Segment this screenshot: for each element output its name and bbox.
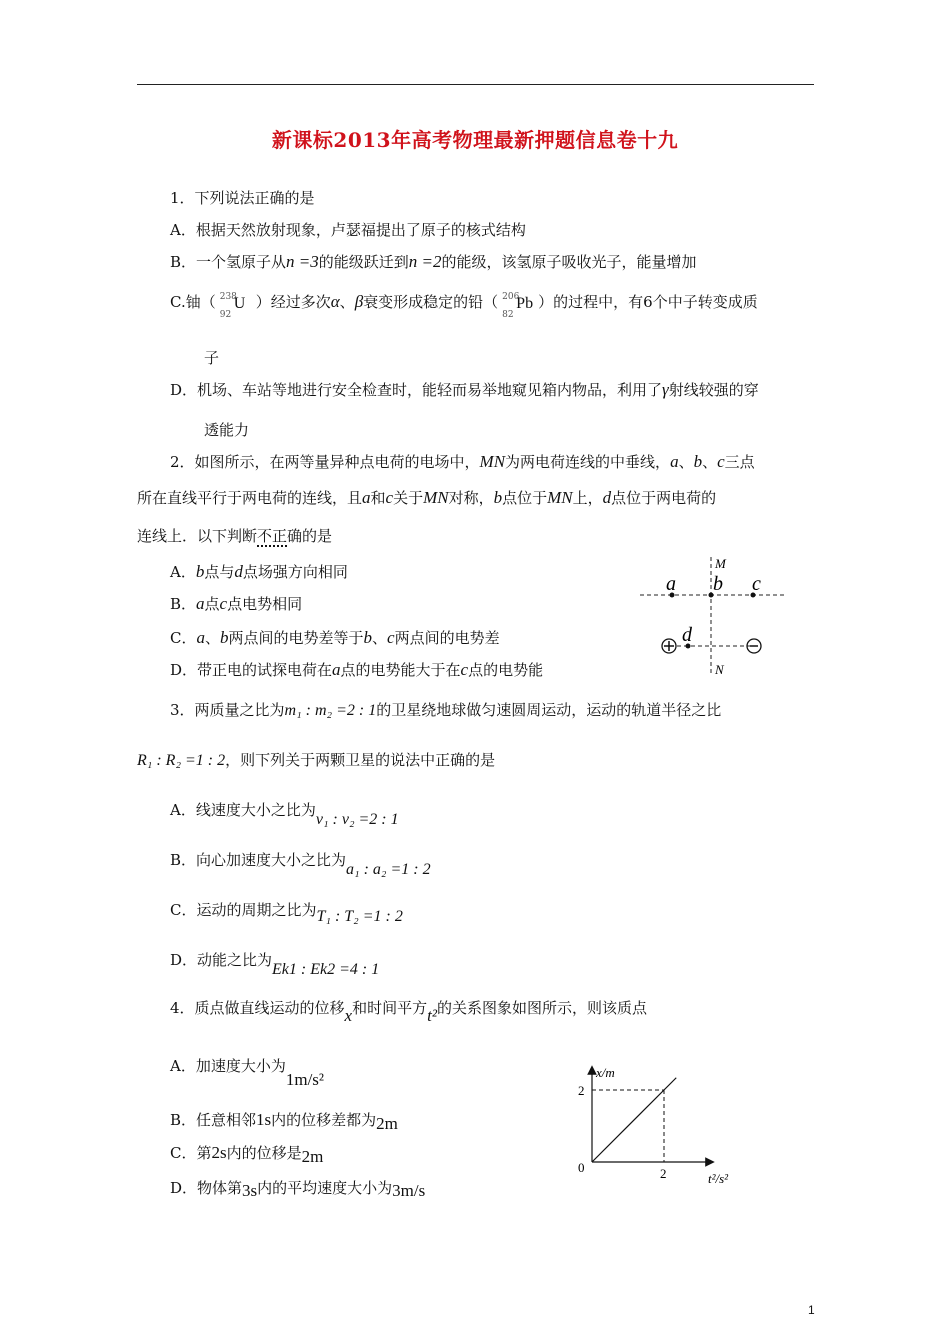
q2-c-c: c <box>387 628 395 647</box>
q2-line3 <box>137 526 332 546</box>
lead-atomic-number: 82 <box>502 310 514 320</box>
q2-line3-pre: 连线上．以下判断 <box>137 527 258 545</box>
q4-mid: 和时间平方 <box>352 999 428 1017</box>
q3-mass-ratio: m₁ : m₂ =2 : 1 <box>284 702 377 719</box>
label-N: N <box>715 662 724 677</box>
q3-line2 <box>137 750 495 771</box>
q3-d-expr: Ek1 : Ek2 =4 : 1 <box>272 961 380 978</box>
q1-option-a: A．根据天然放射现象，卢瑟福提出了原子的核式结构 <box>170 221 526 239</box>
q2-line1-pre: 2．如图所示，在两等量异种点电荷的电场中， <box>170 453 480 471</box>
label-a: a <box>666 573 676 595</box>
q3-line1 <box>170 700 721 721</box>
q1-b-n2: n =2 <box>408 252 442 271</box>
q2-line2-mn: MN <box>423 488 449 507</box>
q2-b-pre: B． <box>170 595 197 613</box>
q2-option-d <box>170 660 543 680</box>
q2-d-mid: 点的电势能大于在 <box>340 661 461 679</box>
q2-d-post: 点的电势能 <box>468 661 544 679</box>
q2-line3-emphasis: 不正 <box>257 527 288 545</box>
q1-option-b <box>170 252 697 272</box>
q2-c: c <box>717 452 725 471</box>
q4-b-t: 1s <box>256 1110 272 1129</box>
q2-c-a: a <box>196 628 205 647</box>
q2-line2-b-text: 点位于 <box>502 489 548 507</box>
q1-option-d-continued: 透能力 <box>204 421 250 439</box>
q2-b-a: a <box>196 594 205 613</box>
q1-option-c <box>170 292 758 320</box>
q2-on: 上， <box>572 489 603 507</box>
uranium-mass-number: 238 <box>219 292 237 302</box>
q2-a-pre: A． <box>170 563 196 581</box>
beta-symbol: β <box>354 292 364 311</box>
q4-option-c <box>170 1143 324 1166</box>
q4-b-mid: 内的位移差都为 <box>271 1111 377 1129</box>
q2-line3-post: 确的是 <box>287 527 333 545</box>
q3-line1-post: 的卫星绕地球做匀速圆周运动，运动的轨道半径之比 <box>376 701 722 719</box>
uranium-nuclide <box>216 292 256 320</box>
lead-mass-number: 206 <box>502 292 520 302</box>
q3-option-c <box>170 900 403 925</box>
q4-a-val: 1m/s² <box>285 1070 325 1089</box>
q3-d-text: D．动能之比为 <box>170 951 273 969</box>
q2-c-sep2: 、 <box>372 629 388 647</box>
q4-d-mid: 内的平均速度大小为 <box>257 1179 393 1197</box>
q2-line2-b: b <box>493 488 503 507</box>
q1-option-d <box>170 380 759 400</box>
x-tick-label: 2 <box>660 1166 667 1181</box>
q2-c-pre: C． <box>170 629 197 647</box>
q3-b-expr: a₁ : a₂ =1 : 2 <box>346 861 431 878</box>
q3-c-text: C．运动的周期之比为 <box>170 901 317 919</box>
q4-c-mid: 内的位移是 <box>226 1144 302 1162</box>
q2-b-c: c <box>219 594 228 613</box>
q2-c-sep1: 、 <box>204 629 220 647</box>
q3-line2-post: ，则下列关于两颗卫星的说法中正确的是 <box>225 751 496 769</box>
label-d: d <box>682 624 692 646</box>
q2-mn: MN <box>479 452 506 471</box>
q2-option-c <box>170 628 500 648</box>
q2-c-b2: b <box>363 628 373 647</box>
q2-a-post: 点场强方向相同 <box>242 563 348 581</box>
q1-c-mid2: 衰变形成稳定的铅（ <box>363 293 499 311</box>
q2-and: 和 <box>370 489 386 507</box>
q3-radius-ratio: R₁ : R₂ =1 : 2 <box>137 752 226 769</box>
y-axis-label: x/m <box>596 1065 615 1080</box>
q2-line2-c: c <box>385 488 394 507</box>
q3-a-text: A．线速度大小之比为 <box>170 801 316 819</box>
q4-b-val: 2m <box>376 1114 398 1133</box>
q2-b: b <box>693 452 703 471</box>
label-M: M <box>715 556 726 571</box>
y-tick-label: 2 <box>578 1083 585 1098</box>
q2-d-a: a <box>332 660 341 679</box>
gamma-symbol: γ <box>662 380 669 399</box>
page-number: 1 <box>808 1303 815 1317</box>
q1-b-post: 的能级，该氢原子吸收光子，能量增加 <box>441 253 697 271</box>
q4-d-t: 3s <box>242 1181 258 1200</box>
q2-a-b: b <box>195 562 205 581</box>
q2-field-diagram <box>640 552 800 682</box>
q4-x: x <box>344 1006 353 1025</box>
q4-post: 的关系图象如图所示，则该质点 <box>436 999 647 1017</box>
alpha-symbol: α <box>330 292 340 311</box>
q2-a-mid: 点与 <box>204 563 235 581</box>
q2-about: 关于 <box>393 489 424 507</box>
q3-option-b <box>170 850 431 878</box>
q1-stem: 1．下列说法正确的是 <box>170 189 315 207</box>
q2-line2-a: a <box>362 488 371 507</box>
q1-b-n1: n =3 <box>286 252 319 271</box>
lead-nuclide <box>498 292 538 320</box>
q4-d-val: 3m/s <box>392 1181 426 1200</box>
q2-c-mid1: 两点间的电势差等于 <box>228 629 364 647</box>
q4-c-val: 2m <box>301 1147 324 1166</box>
q2-line2-pre: 所在直线平行于两电荷的连线，且 <box>137 489 363 507</box>
q2-d-pre: D．带正电的试探电荷在 <box>170 661 333 679</box>
q4-stem <box>170 998 647 1025</box>
q4-c-pre: C．第 <box>170 1144 212 1162</box>
q2-a-d: d <box>234 562 243 581</box>
q4-pre: 4．质点做直线运动的位移 <box>170 999 345 1017</box>
q3-a-expr: v₁ : v₂ =2 : 1 <box>315 811 399 828</box>
header-rule <box>137 84 814 85</box>
q4-option-b <box>170 1110 398 1133</box>
q1-c-post: ）的过程中，有6个中子转变成质 <box>538 293 758 311</box>
q2-line1-mid: 为两电荷连线的中垂线， <box>505 453 671 471</box>
q2-line2-sym: 对称， <box>448 489 494 507</box>
q1-c-mid1: ）经过多次 <box>255 293 331 311</box>
q4-c-t: 2s <box>211 1143 227 1162</box>
q4-d-pre: D．物体第 <box>170 1179 243 1197</box>
origin-label: 0 <box>578 1160 585 1175</box>
q2-c-b: b <box>220 628 229 647</box>
q4-t2: t² <box>427 1006 437 1025</box>
q4-b-pre: B．任意相邻 <box>170 1111 257 1129</box>
x-axis-label: t²/s² <box>708 1171 729 1186</box>
q2-sep2: 、 <box>702 453 718 471</box>
q3-option-d <box>170 950 380 978</box>
q4-x-t2-graph <box>570 1062 750 1192</box>
q2-line2-post: 点位于两电荷的 <box>611 489 717 507</box>
lead-symbol: Pb <box>516 295 534 312</box>
q2-line2 <box>137 488 716 508</box>
uranium-atomic-number: 92 <box>219 310 232 320</box>
q1-b-mid: 的能级跃迁到 <box>318 253 409 271</box>
q1-c-pre: C.铀（ <box>170 293 216 311</box>
q3-line1-pre: 3．两质量之比为 <box>170 701 285 719</box>
q1-b-pre: B．一个氢原子从 <box>170 253 287 271</box>
q4-a-text: A．加速度大小为 <box>170 1057 286 1075</box>
q2-option-a <box>170 562 348 582</box>
q2-option-b <box>170 594 302 614</box>
q1-d-post: 射线较强的穿 <box>668 381 759 399</box>
q2-line1-post: 三点 <box>724 453 755 471</box>
q3-b-text: B．向心加速度大小之比为 <box>170 851 347 869</box>
label-b: b <box>713 573 723 595</box>
q2-line2-d: d <box>602 488 612 507</box>
q2-line1 <box>170 452 755 472</box>
q2-a: a <box>670 452 679 471</box>
q4-option-d <box>170 1178 425 1198</box>
q2-d-c: c <box>460 660 469 679</box>
label-c: c <box>752 573 761 595</box>
q4-option-a <box>170 1056 325 1089</box>
q2-b-post: 点电势相同 <box>227 595 303 613</box>
q2-b-mid: 点 <box>204 595 220 613</box>
q3-c-expr: T₁ : T₂ =1 : 2 <box>316 908 403 925</box>
q1-option-c-continued: 子 <box>204 349 220 367</box>
uranium-symbol: U <box>233 295 246 312</box>
q1-c-sep: 、 <box>339 293 355 311</box>
q2-line2-mn2: MN <box>547 488 573 507</box>
page-title: 新课标2013年高考物理最新押题信息卷十九 <box>271 128 679 152</box>
q1-d-pre: D．机场、车站等地进行安全检查时，能轻而易举地窥见箱内物品，利用了 <box>170 381 663 399</box>
q3-option-a <box>170 800 399 828</box>
q2-sep1: 、 <box>678 453 694 471</box>
q2-c-mid2: 两点间的电势差 <box>394 629 500 647</box>
positive-charge-icon <box>662 639 676 653</box>
